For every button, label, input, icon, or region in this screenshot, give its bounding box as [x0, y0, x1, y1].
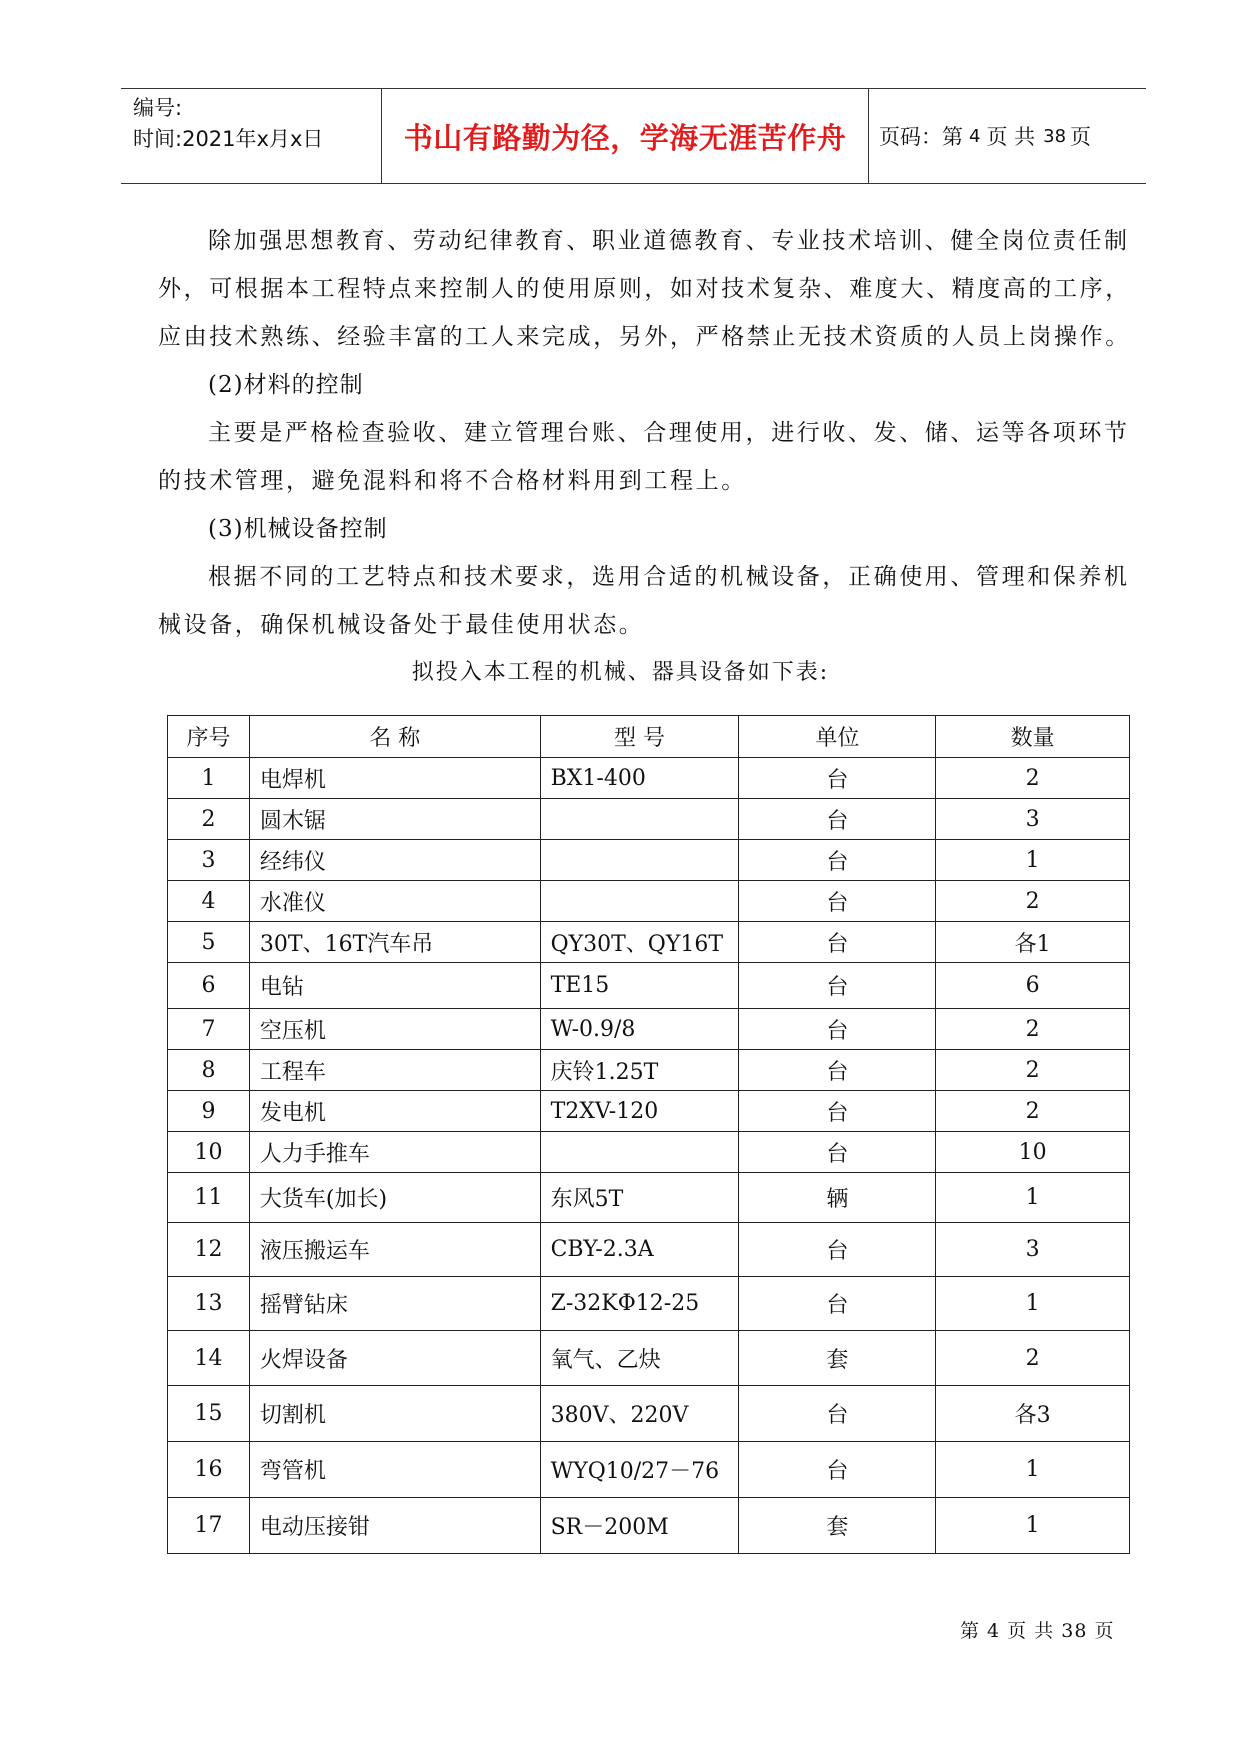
row-index-cell: 5	[168, 922, 250, 963]
quantity-cell: 2	[936, 1331, 1130, 1386]
time-line	[133, 124, 323, 155]
model-cell: QY30T、QY16T	[540, 922, 739, 963]
row-index-cell: 4	[168, 881, 250, 922]
equipment-name-cell: 工程车	[249, 1050, 540, 1091]
header-motto: 书山有路勤为径，学海无涯苦作舟	[403, 120, 847, 155]
quantity-cell: 2	[936, 1050, 1130, 1091]
model-cell: 380V、220V	[540, 1386, 739, 1442]
page-footer: 第 4 页 共 38 页	[960, 1620, 1115, 1642]
row-index-cell: 3	[168, 840, 250, 881]
row-index-cell: 1	[168, 758, 250, 799]
table-row	[168, 1386, 1130, 1442]
equipment-name-cell: 经纬仪	[249, 840, 540, 881]
quantity-cell: 2	[936, 881, 1130, 922]
table-row	[168, 1223, 1130, 1277]
unit-cell: 台	[739, 922, 936, 963]
model-cell: T2XV-120	[540, 1091, 739, 1132]
table-row	[168, 1132, 1130, 1173]
row-index-cell: 16	[168, 1442, 250, 1498]
table-row	[168, 1050, 1130, 1091]
header-cell: 序号	[168, 716, 250, 758]
table-row	[168, 881, 1130, 922]
equipment-name-cell: 空压机	[249, 1009, 540, 1050]
paragraph-line: 主要是严格检查验收、建立管理台账、合理使用，进行收、发、储、运等各项环节	[208, 420, 1130, 446]
model-cell: Z-32KΦ12-25	[540, 1277, 739, 1331]
table-row	[168, 840, 1130, 881]
unit-cell: 台	[739, 758, 936, 799]
equipment-name-cell: 电钻	[249, 963, 540, 1009]
table-row	[168, 1091, 1130, 1132]
quantity-cell: 2	[936, 758, 1130, 799]
table-row	[168, 758, 1130, 799]
equipment-name-cell: 电焊机	[249, 758, 540, 799]
model-cell	[540, 840, 739, 881]
quantity-cell: 1	[936, 840, 1130, 881]
equipment-name-cell: 火焊设备	[249, 1331, 540, 1386]
table-row	[168, 1009, 1130, 1050]
row-index-cell: 6	[168, 963, 250, 1009]
table-row	[168, 1498, 1130, 1554]
row-index-cell: 8	[168, 1050, 250, 1091]
unit-cell: 台	[739, 1442, 936, 1498]
equipment-table	[167, 715, 1130, 1554]
model-cell: 东风5T	[540, 1173, 739, 1223]
table-row	[168, 1173, 1130, 1223]
header-cell: 单位	[739, 716, 936, 758]
quantity-cell: 1	[936, 1442, 1130, 1498]
paragraph-line: 械设备，确保机械设备处于最佳使用状态。	[158, 612, 645, 638]
equipment-name-cell: 圆木锯	[249, 799, 540, 840]
section-heading: (3)机械设备控制	[208, 516, 388, 542]
model-cell: 氧气、乙炔	[540, 1331, 739, 1386]
model-cell	[540, 881, 739, 922]
header-divider	[381, 89, 382, 183]
row-index-cell: 12	[168, 1223, 250, 1277]
quantity-cell: 1	[936, 1173, 1130, 1223]
model-cell: WYQ10/27－76	[540, 1442, 739, 1498]
model-cell	[540, 1132, 739, 1173]
model-cell: 庆铃1.25T	[540, 1050, 739, 1091]
unit-cell: 台	[739, 1277, 936, 1331]
model-cell: W-0.9/8	[540, 1009, 739, 1050]
row-index-cell: 2	[168, 799, 250, 840]
quantity-cell: 3	[936, 799, 1130, 840]
unit-cell: 台	[739, 799, 936, 840]
quantity-cell: 各1	[936, 922, 1130, 963]
equipment-name-cell: 摇臂钻床	[249, 1277, 540, 1331]
number-label: 编号:	[133, 96, 183, 120]
equipment-name-cell: 电动压接钳	[249, 1498, 540, 1554]
page-prefix: 页码：第	[879, 125, 963, 149]
row-index-cell: 9	[168, 1091, 250, 1132]
section-heading: (2)材料的控制	[208, 372, 364, 398]
quantity-cell: 2	[936, 1009, 1130, 1050]
time-label: 时间:	[133, 127, 183, 151]
unit-cell: 台	[739, 1091, 936, 1132]
equipment-name-cell: 水准仪	[249, 881, 540, 922]
paragraph-line: 除加强思想教育、劳动纪律教育、职业道德教育、专业技术培训、健全岗位责任制	[208, 228, 1130, 254]
table-row	[168, 799, 1130, 840]
row-index-cell: 17	[168, 1498, 250, 1554]
row-index-cell: 13	[168, 1277, 250, 1331]
header-cell: 数量	[936, 716, 1130, 758]
unit-cell: 辆	[739, 1173, 936, 1223]
model-cell: BX1-400	[540, 758, 739, 799]
table-caption: 拟投入本工程的机械、器具设备如下表:	[411, 660, 830, 685]
unit-cell: 台	[739, 1223, 936, 1277]
paragraph-line: 根据不同的工艺特点和技术要求，选用合适的机械设备，正确使用、管理和保养机	[208, 564, 1130, 590]
header-divider	[868, 89, 869, 183]
equipment-name-cell: 大货车(加长)	[249, 1173, 540, 1223]
header-cell: 名 称	[249, 716, 540, 758]
page-number: 4	[969, 125, 981, 147]
equipment-name-cell: 发电机	[249, 1091, 540, 1132]
paragraph-line: 应由技术熟练、经验丰富的工人来完成，另外，严格禁止无技术资质的人员上岗操作。	[158, 324, 1131, 350]
page-total: 38	[1043, 125, 1067, 147]
table-row	[168, 963, 1130, 1009]
unit-cell: 台	[739, 1386, 936, 1442]
equipment-name-cell: 切割机	[249, 1386, 540, 1442]
quantity-cell: 10	[936, 1132, 1130, 1173]
time-value: 2021年x月x日	[182, 127, 324, 151]
model-cell: SR－200M	[540, 1498, 739, 1554]
unit-cell: 台	[739, 881, 936, 922]
equipment-name-cell: 人力手推车	[249, 1132, 540, 1173]
row-index-cell: 14	[168, 1331, 250, 1386]
unit-cell: 套	[739, 1498, 936, 1554]
row-index-cell: 15	[168, 1386, 250, 1442]
quantity-cell: 各3	[936, 1386, 1130, 1442]
unit-cell: 套	[739, 1331, 936, 1386]
quantity-cell: 6	[936, 963, 1130, 1009]
row-index-cell: 7	[168, 1009, 250, 1050]
header-meta	[133, 93, 323, 155]
quantity-cell: 1	[936, 1498, 1130, 1554]
row-index-cell: 10	[168, 1132, 250, 1173]
equipment-name-cell: 弯管机	[249, 1442, 540, 1498]
header-cell: 型 号	[540, 716, 739, 758]
unit-cell: 台	[739, 963, 936, 1009]
table-row	[168, 1442, 1130, 1498]
quantity-cell: 1	[936, 1277, 1130, 1331]
page-suffix: 页	[1070, 125, 1092, 149]
unit-cell: 台	[739, 1009, 936, 1050]
unit-cell: 台	[739, 840, 936, 881]
table-header-row	[168, 716, 1130, 758]
paragraph-line: 的技术管理，避免混料和将不合格材料用到工程上。	[158, 468, 747, 494]
model-cell: CBY-2.3A	[540, 1223, 739, 1277]
equipment-name-cell: 30T、16T汽车吊	[249, 922, 540, 963]
equipment-name-cell: 液压搬运车	[249, 1223, 540, 1277]
table-row	[168, 1331, 1130, 1386]
quantity-cell: 3	[936, 1223, 1130, 1277]
quantity-cell: 2	[936, 1091, 1130, 1132]
paragraph-line: 外，可根据本工程特点来控制人的使用原则，如对技术复杂、难度大、精度高的工序，	[158, 276, 1131, 302]
table-row	[168, 922, 1130, 963]
page-mid: 页 共	[986, 125, 1036, 149]
unit-cell: 台	[739, 1132, 936, 1173]
unit-cell: 台	[739, 1050, 936, 1091]
row-index-cell: 11	[168, 1173, 250, 1223]
header-page-info	[879, 89, 1091, 183]
model-cell: TE15	[540, 963, 739, 1009]
page-header	[121, 88, 1146, 184]
table-row	[168, 1277, 1130, 1331]
model-cell	[540, 799, 739, 840]
